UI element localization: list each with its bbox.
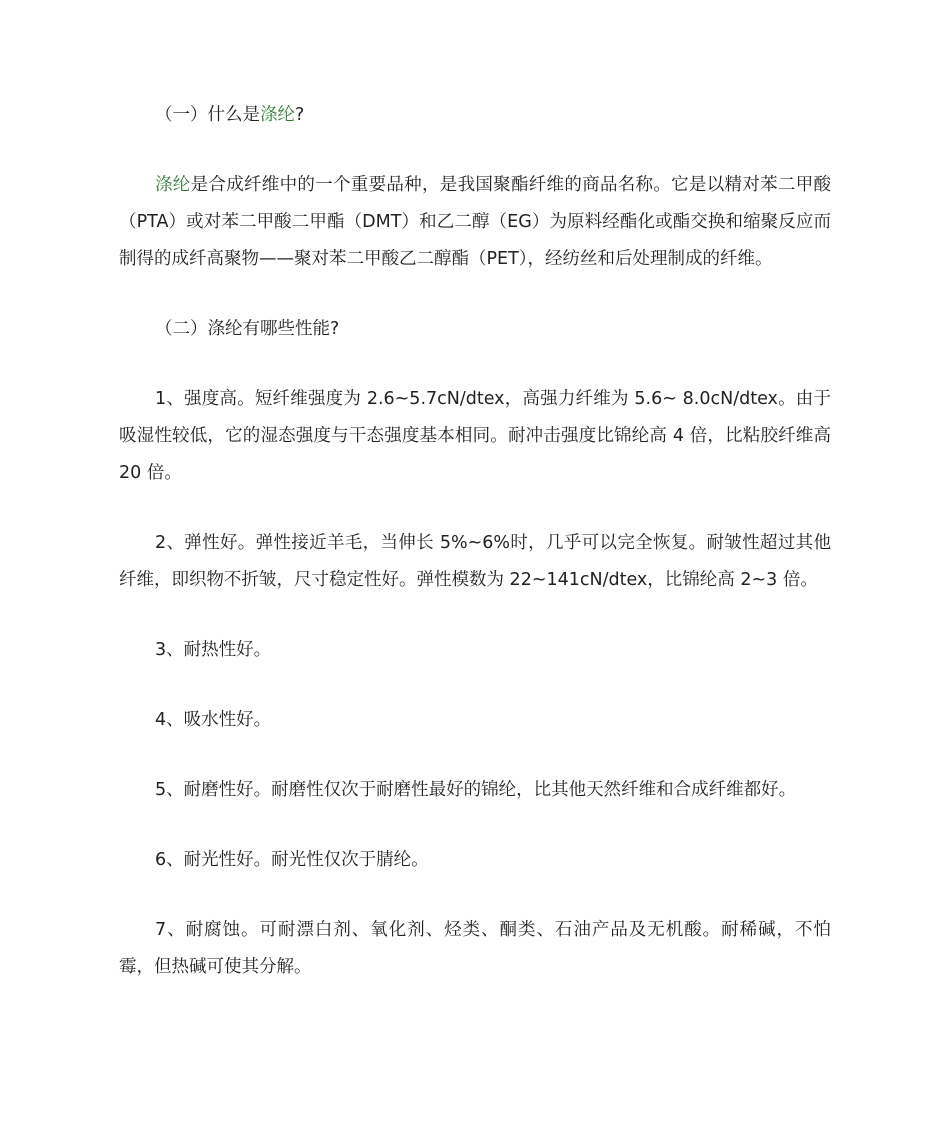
document-body — [119, 97, 831, 1019]
property-item-heat-resistance: 3、耐热性好。 — [155, 640, 272, 660]
heading-suffix: ? — [295, 105, 305, 125]
property-item-water-absorption: 4、吸水性好。 — [155, 710, 272, 730]
property-item-corrosion-resistance: 7、耐腐蚀。可耐漂白剂、氧化剂、烃类、酮类、石油产品及无机酸。耐稀碱，不怕霉，但热碱可使其分解。 — [119, 920, 831, 977]
property-item-elasticity: 2、弹性好。弹性接近羊毛，当伸长 5%~6%时，几乎可以完全恢复。耐皱性超过其他纤维，即织物不折皱，尺寸稳定性好。弹性模数为 22~141cN/dtex，比锦纶高 2~3 倍。 — [119, 533, 831, 590]
property-item-light-resistance: 6、耐光性好。耐光性仅次于腈纶。 — [155, 850, 429, 870]
section-heading-properties: （二）涤纶有哪些性能? — [155, 319, 340, 339]
heading-prefix: （一）什么是 — [155, 105, 260, 125]
property-item-abrasion-resistance: 5、耐磨性好。耐磨性仅次于耐磨性最好的锦纶，比其他天然纤维和合成纤维都好。 — [155, 780, 797, 800]
intro-text: 是合成纤维中的一个重要品种，是我国聚酯纤维的商品名称。它是以精对苯二甲酸（PTA）或对苯二甲酸二甲酯（DMT）和乙二醇（EG）为原料经酯化或酯交换和缩聚反应而制得的成纤高聚物——聚对苯二甲酸乙二醇酯（PET），经纺丝和后处理制成的纤维。 — [119, 175, 832, 269]
intro-paragraph — [119, 167, 831, 278]
polyester-link[interactable]: 涤纶 — [260, 105, 295, 125]
section-heading-what-is-polyester — [119, 97, 831, 134]
property-item-strength: 1、强度高。短纤维强度为 2.6~5.7cN/dtex，高强力纤维为 5.6~ 8.0cN/dtex。由于吸湿性较低，它的湿态强度与干态强度基本相同。耐冲击强度比锦纶高 4 倍，比粘胶纤维高 20 倍。 — [119, 389, 831, 483]
polyester-term-link[interactable]: 涤纶 — [155, 175, 191, 195]
